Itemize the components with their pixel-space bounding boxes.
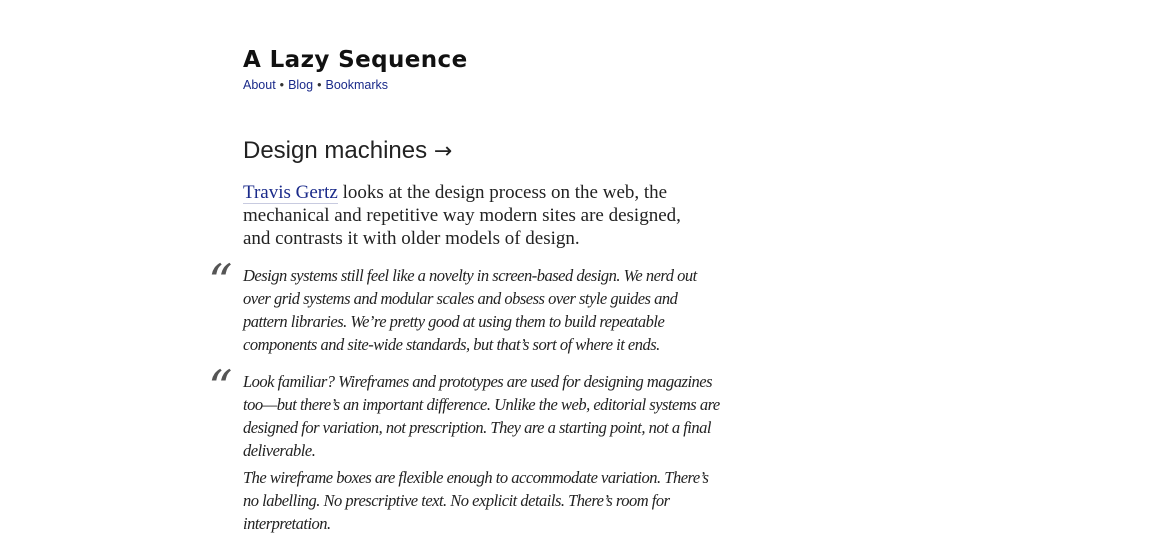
nav-separator: • — [279, 78, 285, 92]
site-title[interactable]: A Lazy Sequence — [243, 47, 468, 73]
nav-link-blog[interactable]: Blog — [288, 78, 314, 92]
blockquote — [208, 254, 723, 356]
post-title-text: Design machines — [243, 137, 428, 164]
blockquote — [208, 360, 723, 535]
intro-text: looks at the design process on the web, the mechanical and repetitive way modern sites are designed, and contrasts it with older models of design. — [243, 182, 681, 249]
post-title-link[interactable] — [243, 134, 723, 169]
post-intro — [243, 181, 713, 250]
nav-link-about[interactable]: About — [243, 78, 276, 92]
site-nav — [243, 76, 468, 94]
nav-link-bookmarks[interactable]: Bookmarks — [325, 78, 389, 92]
site-header — [243, 44, 468, 94]
nav-separator: • — [317, 78, 322, 92]
author-link[interactable]: Travis Gertz — [243, 182, 338, 203]
quote-paragraph: Look familiar? Wireframes and prototypes are used for designing magazines too—but there’s an important difference. Unlike the web, editorial systems are designed for variation, not prescription. They are a starting point, not a final deliverable. — [243, 372, 720, 460]
post — [208, 134, 723, 535]
quote-paragraph: Design systems still feel like a novelty in screen-based design. We nerd out over grid systems and modular scales and obsess over style guides and pattern libraries. We’re pretty good at using them to build repeatable components and site-wide standards, but that’s sort of where it ends. — [243, 266, 697, 354]
quote-paragraph: The wireframe boxes are flexible enough to accommodate variation. There’s no labelling. No prescriptive text. No explicit details. There’s room for interpretation. — [243, 468, 709, 533]
quote-mark-icon: “ — [208, 254, 233, 310]
quote-mark-icon: “ — [208, 360, 233, 416]
arrow-right-icon: → — [433, 139, 453, 164]
